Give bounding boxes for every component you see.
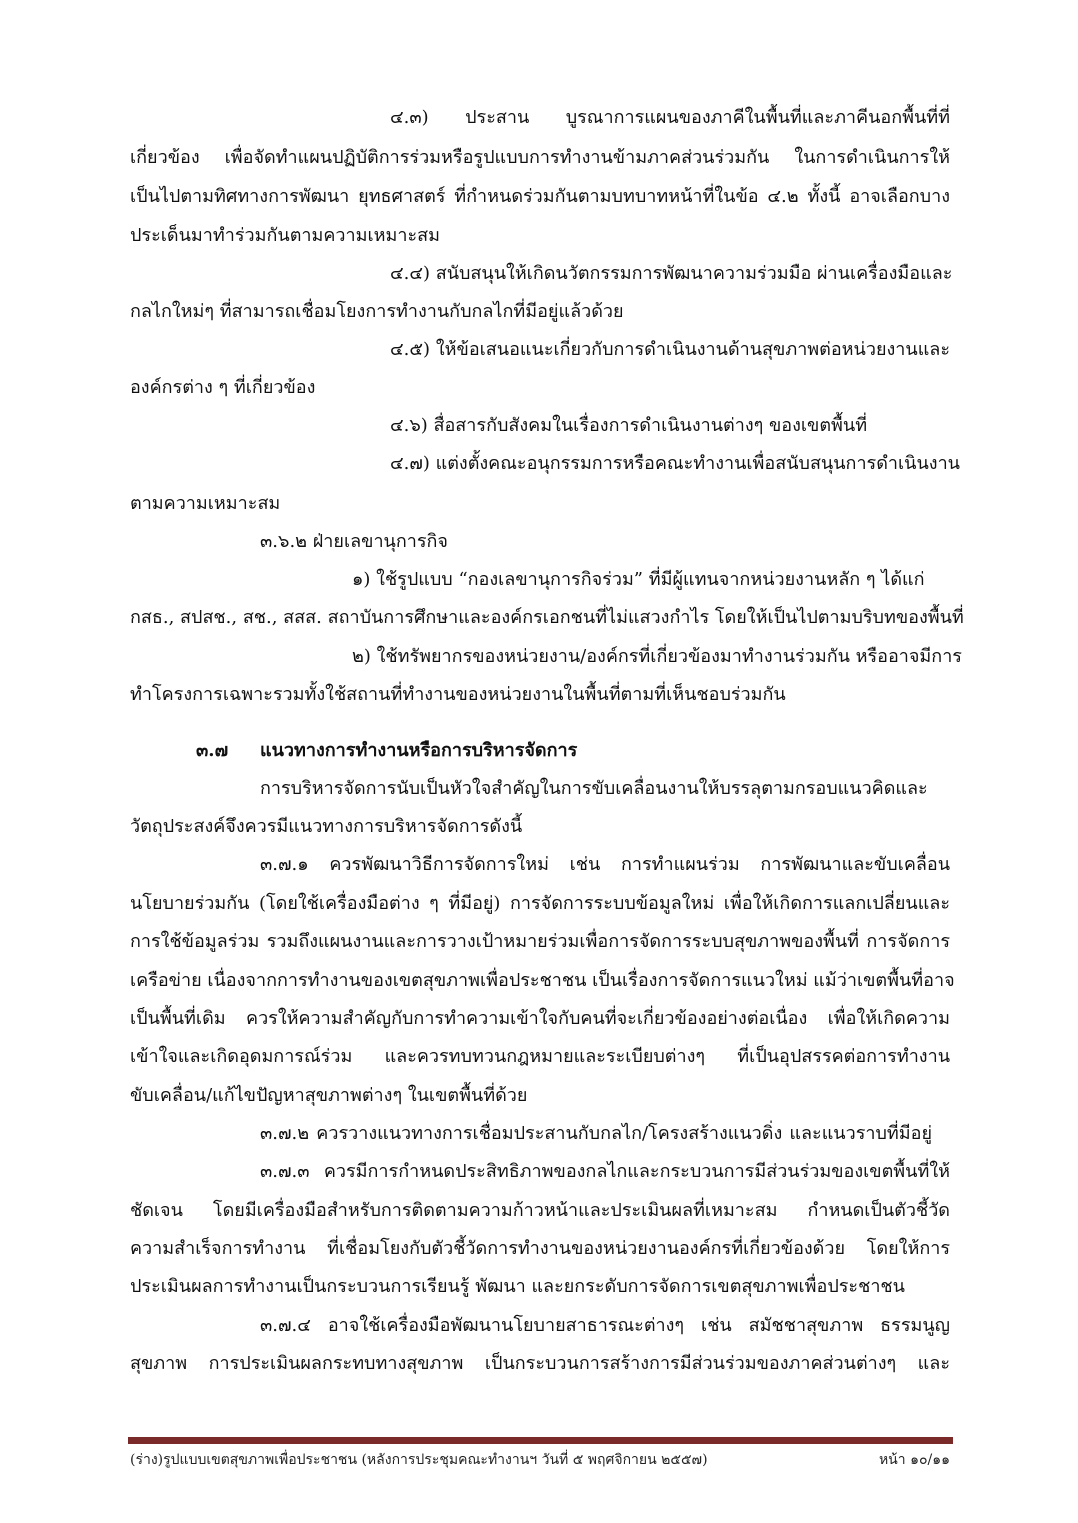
section-number: ๓.๗ xyxy=(196,740,229,761)
paragraph-line: กสธ., สปสช., สช., สสส. สถาบันการศึกษาและองค์กรเอกชนที่ไม่แสวงกำไร โดยให้เป็นไปตามบริบทของพื้นที่ xyxy=(130,607,964,628)
footer-document-title: (ร่าง)รูปแบบเขตสุขภาพเพื่อประชาชน (หลังการประชุมคณะทำงานฯ วันที่ ๕ พฤศจิกายน ๒๕๕๗) xyxy=(130,1452,708,1468)
paragraph-line: สุขภาพ การประเมินผลกระทบทางสุขภาพ เป็นกระบวนการสร้างการมีส่วนร่วมของภาคส่วนต่างๆ และ xyxy=(130,1353,950,1374)
paragraph-line: ประเมินผลการทำงานเป็นกระบวนการเรียนรู้ พัฒนา และยกระดับการจัดการเขตสุขภาพเพื่อประชาชน xyxy=(130,1276,905,1297)
paragraph-line: ๔.๔) สนับสนุนให้เกิดนวัตกรรมการพัฒนาความร่วมมือ ผ่านเครื่องมือและ xyxy=(390,263,953,284)
paragraph-line: ประเด็นมาทำร่วมกันตามความเหมาะสม xyxy=(130,225,440,246)
paragraph-line: ชัดเจน โดยมีเครื่องมือสำหรับการติดตามความก้าวหน้าและประเมินผลที่เหมาะสม กำหนดเป็นตัวชี้วัด xyxy=(130,1200,950,1221)
footer-page-number: หน้า ๑๐/๑๑ xyxy=(878,1452,950,1468)
paragraph-line: การใช้ข้อมูลร่วม รวมถึงแผนงานและการวางเป้าหมายร่วมเพื่อการจัดการระบบสุขภาพของพื้นที่ การจัดการ xyxy=(130,931,950,952)
paragraph-line: ๓.๗.๑ ควรพัฒนาวิธีการจัดการใหม่ เช่น การทำแผนร่วม การพัฒนาและขับเคลื่อน xyxy=(260,854,950,875)
paragraph-line: ขับเคลื่อน/แก้ไขปัญหาสุขภาพต่างๆ ในเขตพื้นที่ด้วย xyxy=(130,1085,528,1106)
paragraph-line: ๑) ใช้รูปแบบ “กองเลขานุการกิจร่วม” ที่มีผู้แทนจากหน่วยงานหลัก ๆ ได้แก่ xyxy=(352,569,925,590)
paragraph-line: ความสำเร็จการทำงาน ที่เชื่อมโยงกับตัวชี้วัดการทำงานของหน่วยงานองค์กรที่เกี่ยวข้องด้วย โดยให้การ xyxy=(130,1238,950,1259)
subsection-heading: ๓.๖.๒ ฝ่ายเลขานุการกิจ xyxy=(260,531,448,552)
paragraph-line: ทำโครงการเฉพาะรวมทั้งใช้สถานที่ทำงานของหน่วยงานในพื้นที่ตามที่เห็นชอบร่วมกัน xyxy=(130,684,786,705)
paragraph-line: เกี่ยวข้อง เพื่อจัดทำแผนปฏิบัติการร่วมหรือรูปแบบการทำงานข้ามภาคส่วนร่วมกัน ในการดำเนินการให้ xyxy=(130,147,950,168)
paragraph-line: ๓.๗.๔ อาจใช้เครื่องมือพัฒนานโยบายสาธารณะต่างๆ เช่น สมัชชาสุขภาพ ธรรมนูญ xyxy=(260,1315,950,1336)
paragraph-line: ๓.๗.๓ ควรมีการกำหนดประสิทธิภาพของกลไกและกระบวนการมีส่วนร่วมของเขตพื้นที่ให้ xyxy=(260,1161,950,1182)
footer-rule xyxy=(128,1437,953,1444)
paragraph-line: นโยบายร่วมกัน (โดยใช้เครื่องมือต่าง ๆ ที่มีอยู่) การจัดการระบบข้อมูลใหม่ เพื่อให้เกิดการแลกเปลี่ยนและ xyxy=(130,893,950,914)
paragraph-line: เป็นพื้นที่เดิม ควรให้ความสำคัญกับการทำความเข้าใจกับคนที่จะเกี่ยวข้องอย่างต่อเนื่อง เพื่อให้เกิดความ xyxy=(130,1008,950,1029)
paragraph-line: กลไกใหม่ๆ ที่สามารถเชื่อมโยงการทำงานกับกลไกที่มีอยู่แล้วด้วย xyxy=(130,301,624,322)
paragraph-line: ตามความเหมาะสม xyxy=(130,493,281,514)
paragraph-line: วัตถุประสงค์จึงควรมีแนวทางการบริหารจัดการดังนี้ xyxy=(130,816,523,837)
paragraph-line: ๔.๖) สื่อสารกับสังคมในเรื่องการดำเนินงานต่างๆ ของเขตพื้นที่ xyxy=(390,415,868,436)
paragraph-line: การบริหารจัดการนับเป็นหัวใจสำคัญในการขับเคลื่อนงานให้บรรลุตามกรอบแนวคิดและ xyxy=(260,778,928,799)
paragraph-line: องค์กรต่าง ๆ ที่เกี่ยวข้อง xyxy=(130,377,316,398)
paragraph-line: ๔.๓) ประสาน บูรณาการแผนของภาคีในพื้นที่และภาคีนอกพื้นที่ที่ xyxy=(390,107,950,128)
paragraph-line: เข้าใจและเกิดอุดมการณ์ร่วม และควรทบทวนกฎหมายและระเบียบต่างๆ ที่เป็นอุปสรรคต่อการทำงาน xyxy=(130,1046,950,1067)
paragraph-line: ๔.๗) แต่งตั้งคณะอนุกรรมการหรือคณะทำงานเพื่อสนับสนุนการดำเนินงาน xyxy=(390,453,960,474)
paragraph-line: ๓.๗.๒ ควรวางแนวทางการเชื่อมประสานกับกลไก/โครงสร้างแนวดิ่ง และแนวราบที่มีอยู่ xyxy=(260,1123,932,1144)
section-title: แนวทางการทำงานหรือการบริหารจัดการ xyxy=(260,740,578,761)
paragraph-line: ๒) ใช้ทรัพยากรของหน่วยงาน/องค์กรที่เกี่ยวข้องมาทำงานร่วมกัน หรืออาจมีการ xyxy=(352,646,962,667)
paragraph-line: ๔.๕) ให้ข้อเสนอแนะเกี่ยวกับการดำเนินงานด้านสุขภาพต่อหน่วยงานและ xyxy=(390,339,950,360)
paragraph-line: เครือข่าย เนื่องจากการทำงานของเขตสุขภาพเพื่อประชาชน เป็นเรื่องการจัดการแนวใหม่ แม้ว่าเขตพื้นที่อาจ xyxy=(130,970,955,991)
paragraph-line: เป็นไปตามทิศทางการพัฒนา ยุทธศาสตร์ ที่กำหนดร่วมกันตามบทบาทหน้าที่ในข้อ ๔.๒ ทั้งนี้ อาจเลือกบาง xyxy=(130,186,950,207)
